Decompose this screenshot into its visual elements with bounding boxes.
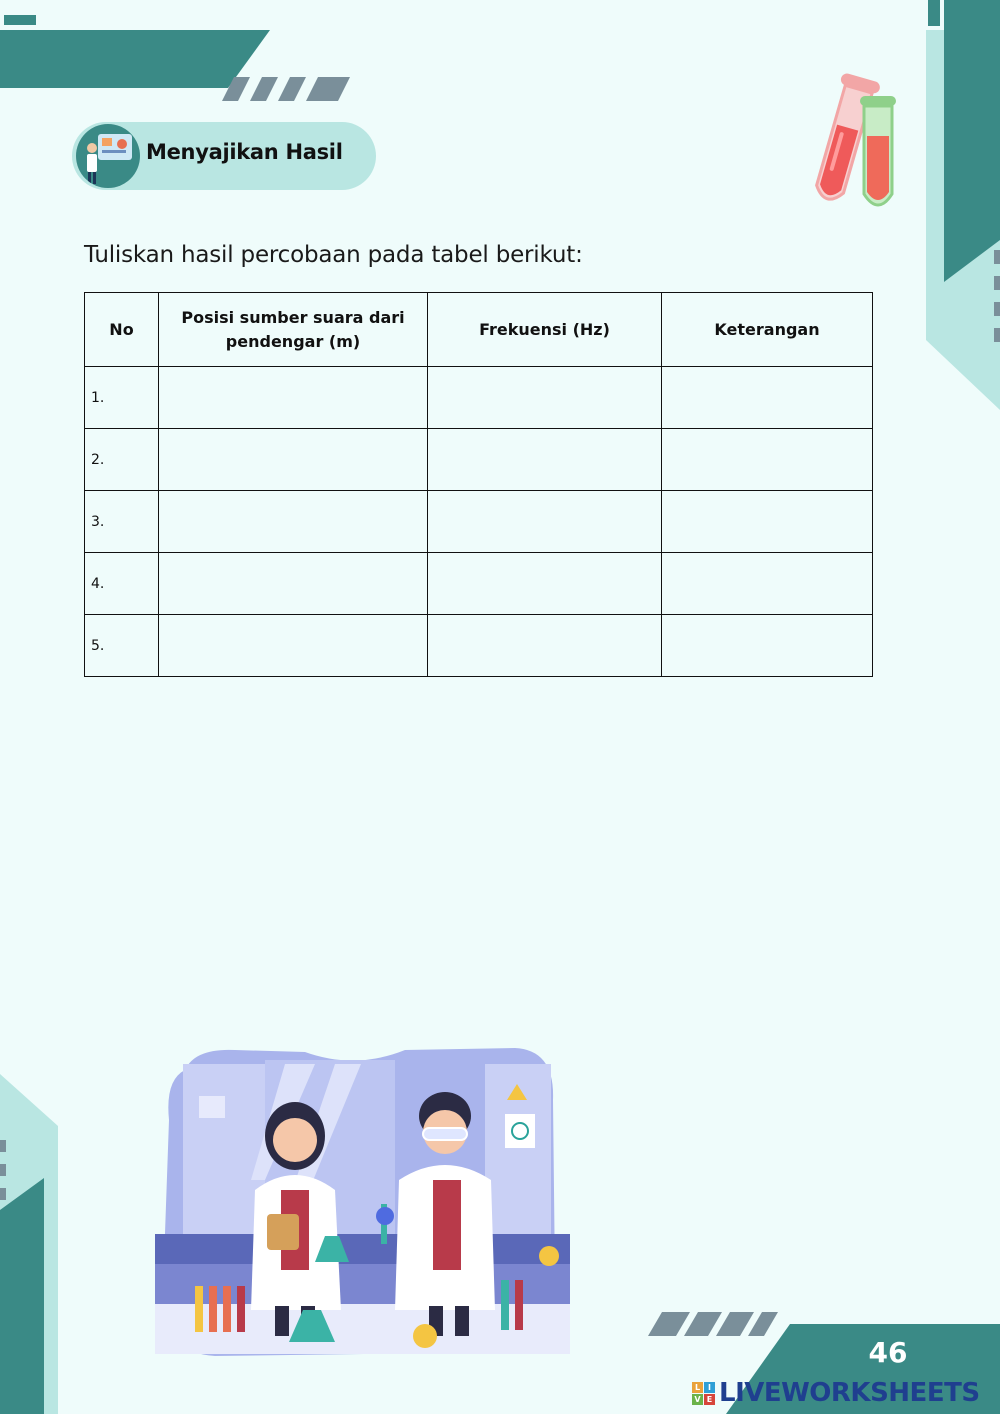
results-table [84,292,873,677]
notes-cell[interactable] [662,367,873,429]
notes-cell[interactable] [662,553,873,615]
row-number: 1. [85,367,159,429]
row-number: 5. [85,615,159,677]
frequency-cell[interactable] [428,491,662,553]
section-title: Menyajikan Hasil [146,140,343,164]
table-row [85,429,873,491]
table-row [85,491,873,553]
notes-cell[interactable] [662,491,873,553]
header-position: Posisi sumber suara dari pendengar (m) [159,293,428,367]
instruction-text: Tuliskan hasil percobaan pada tabel berikut: [84,242,583,268]
table-header-row [85,293,873,367]
row-number: 4. [85,553,159,615]
position-cell[interactable] [159,367,428,429]
watermark-text: LIVEWORKSHEETS [719,1378,980,1408]
table-row [85,367,873,429]
scientists-illustration [155,1040,570,1360]
row-number: 2. [85,429,159,491]
position-cell[interactable] [159,553,428,615]
table-row [85,553,873,615]
table-row [85,615,873,677]
liveworksheets-mark-icon: L I V E [692,1382,715,1405]
test-tubes-icon [800,66,900,214]
header-no: No [85,293,159,367]
position-cell[interactable] [159,491,428,553]
position-cell[interactable] [159,429,428,491]
frequency-cell[interactable] [428,367,662,429]
page-number: 46 [868,1336,908,1369]
frequency-cell[interactable] [428,429,662,491]
header-frequency: Frekuensi (Hz) [428,293,662,367]
notes-cell[interactable] [662,615,873,677]
presenter-avatar-icon [76,124,140,188]
frequency-cell[interactable] [428,553,662,615]
position-cell[interactable] [159,615,428,677]
liveworksheets-logo [692,1376,980,1410]
frequency-cell[interactable] [428,615,662,677]
header-notes: Keterangan [662,293,873,367]
row-number: 3. [85,491,159,553]
notes-cell[interactable] [662,429,873,491]
